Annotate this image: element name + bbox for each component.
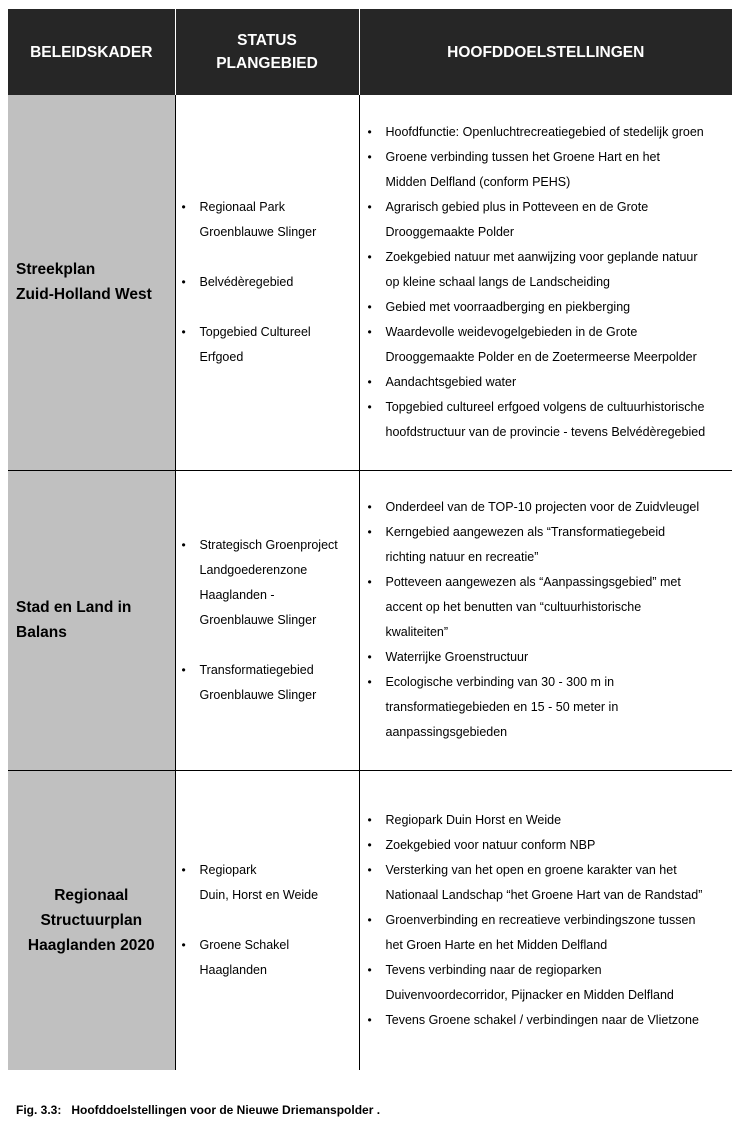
table-row	[8, 470, 732, 770]
figure-caption-trailing: .	[373, 1103, 381, 1117]
list-item: • Topgebied cultureel erfgoed volgens de cultuurhistorische hoofdstructuur van de provincie - tevens Belvédèregebied	[366, 395, 725, 445]
beleidskader-line: Haaglanden 2020	[27, 936, 155, 954]
list-item: • Regionaal Park Groenblauwe Slinger	[180, 195, 353, 245]
list-item: • Tevens verbinding naar de regioparken Duivenvoordecorridor, Pijnacker en Midden Delfland	[366, 958, 725, 1008]
list-item: • Regiopark Duin Horst en Weide	[366, 808, 725, 833]
beleidskader-line: Balans	[16, 624, 67, 641]
list-item: • Potteveen aangewezen als “Aanpassingsgebied” met accent op het benutten van “cultuurhistorische kwaliteiten”	[366, 570, 725, 645]
beleidskader-line: Zuid-Holland West	[16, 286, 152, 304]
table-row	[8, 770, 732, 1070]
figure-number: Fig. 3.3:	[16, 1103, 62, 1117]
list-item: • Ecologische verbinding van 30 - 300 m in transformatiegebieden en 15 - 50 meter in aanpassingsgebieden	[366, 670, 725, 745]
doelstellingen-list	[366, 495, 725, 745]
status-cell	[175, 95, 359, 470]
figure-caption-text: Hoofddoelstellingen voor de Nieuwe Driemanspolder	[71, 1103, 374, 1117]
doelstellingen-cell	[359, 470, 732, 770]
table-header-row	[8, 9, 732, 95]
list-item: • Onderdeel van de TOP-10 projecten voor de Zuidvleugel	[366, 495, 725, 520]
list-item: • Waardevolle weidevogelgebieden in de Grote Drooggemaakte Polder en de Zoetermeerse Meerpolder	[366, 320, 725, 370]
list-item: • Kerngebied aangewezen als “Transformatiegebeid richting natuur en recreatie”	[366, 520, 725, 570]
list-item: • Groene Schakel Haaglanden	[180, 933, 353, 983]
beleidskader-cell	[8, 95, 175, 470]
list-item: • Waterrijke Groenstructuur	[366, 645, 725, 670]
beleidskader-line: Regionaal	[54, 886, 129, 904]
list-item: • Groenverbinding en recreatieve verbindingszone tussen het Groen Harte en het Midden Delfland	[366, 908, 725, 958]
list-item: • Zoekgebied natuur met aanwijzing voor geplande natuur op kleine schaal langs de Landscheiding	[366, 245, 725, 295]
header-hoofddoelstellingen: HOOFDDOELSTELLINGEN	[359, 9, 732, 95]
list-item: • Versterking van het open en groene karakter van het Nationaal Landschap “het Groene Hart van de Randstad”	[366, 858, 725, 908]
policy-table	[8, 9, 732, 1070]
list-item: • Strategisch Groenproject Landgoederenzone Haaglanden - Groenblauwe Slinger	[180, 533, 353, 633]
header-beleidskader: BELEIDSKADER	[8, 9, 175, 95]
header-status-line2: PLANGEBIED	[216, 55, 318, 72]
header-status-line1: STATUS	[237, 32, 297, 49]
table-row	[8, 95, 732, 470]
status-list	[180, 858, 353, 983]
list-item: • Groene verbinding tussen het Groene Hart en het Midden Delfland (conform PEHS)	[366, 145, 725, 195]
list-item: • Tevens Groene schakel / verbindingen naar de Vlietzone	[366, 1008, 725, 1033]
list-item: • Aandachtsgebied water	[366, 370, 725, 395]
status-cell	[175, 470, 359, 770]
beleidskader-cell	[8, 470, 175, 770]
list-item: • Hoofdfunctie: Openluchtrecreatiegebied of stedelijk groen	[366, 120, 725, 145]
list-item: • Gebied met voorraadberging en piekberging	[366, 295, 725, 320]
list-item: • Transformatiegebied Groenblauwe Slinger	[180, 658, 353, 708]
doelstellingen-list	[366, 808, 725, 1033]
doelstellingen-cell	[359, 95, 732, 470]
header-status-plangebied	[175, 9, 359, 95]
list-item: • Topgebied Cultureel Erfgoed	[180, 320, 353, 370]
doelstellingen-cell	[359, 770, 732, 1070]
beleidskader-line: Stad en Land in	[16, 599, 132, 616]
list-item: • Belvédèregebied	[180, 270, 353, 295]
status-cell	[175, 770, 359, 1070]
status-list	[180, 195, 353, 370]
figure-caption	[16, 1103, 380, 1117]
list-item: • Regiopark Duin, Horst en Weide	[180, 858, 353, 908]
beleidskader-line: Streekplan	[16, 261, 96, 279]
list-item: • Agrarisch gebied plus in Potteveen en de Grote Drooggemaakte Polder	[366, 195, 725, 245]
status-list	[180, 533, 353, 708]
beleidskader-cell	[8, 770, 175, 1070]
doelstellingen-list	[366, 120, 725, 445]
list-item: • Zoekgebied voor natuur conform NBP	[366, 833, 725, 858]
beleidskader-line: Structuurplan	[40, 911, 143, 929]
